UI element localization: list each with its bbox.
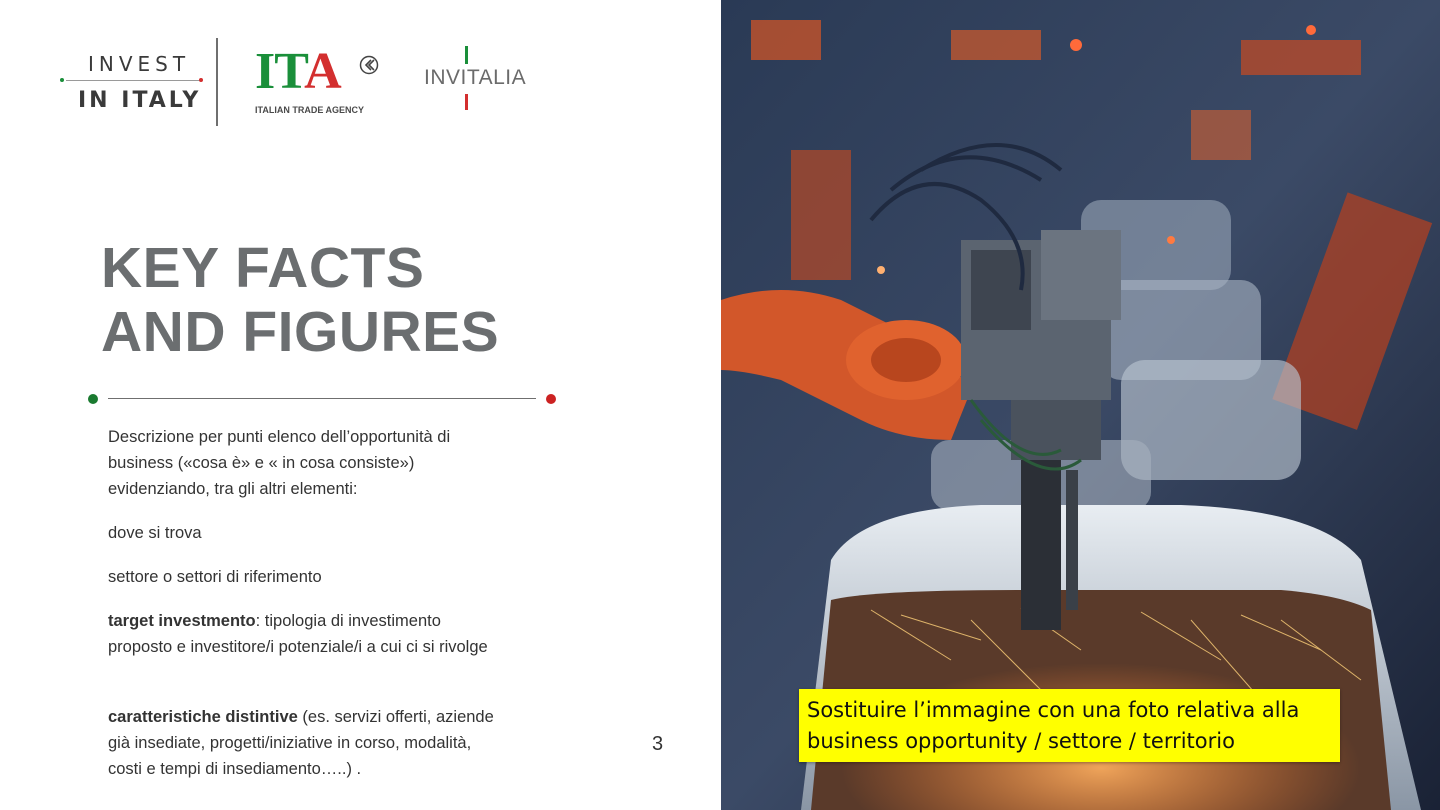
ita-arrows-icon: [359, 55, 379, 75]
page-number: 3: [652, 733, 664, 755]
green-dot-icon: [88, 394, 98, 404]
logo-rule: [66, 80, 200, 81]
point-location: dove si trova: [108, 524, 202, 542]
page-title: [101, 236, 499, 364]
green-bar-icon: [465, 46, 468, 64]
ita-logo: [255, 43, 385, 118]
title-line-1: KEY FACTS: [101, 236, 425, 300]
logo-separator: [216, 38, 218, 126]
title-line-2: AND FIGURES: [101, 300, 500, 364]
note-text: Sostituire l’immagine con una foto relativa alla business opportunity / settore / territorio: [807, 698, 1300, 753]
title-divider: [88, 392, 558, 406]
divider-line: [108, 398, 536, 399]
invest-in-italy-logo: [58, 52, 208, 118]
ita-subtitle: ITALIAN TRADE AGENCY: [255, 105, 364, 115]
ita-wordmark: ITA: [255, 43, 341, 100]
point-sector: settore o settori di riferimento: [108, 568, 322, 586]
green-dot-icon: [60, 78, 64, 82]
point-label: caratteristiche distintive: [108, 708, 298, 726]
red-bar-icon: [465, 94, 468, 110]
invitalia-logo: [424, 46, 536, 112]
point-label: target investmento: [108, 612, 256, 630]
intro-paragraph: Descrizione per punti elenco dell’opportunità di business («cosa è» e « in cosa consiste») evidenziando, tra gli altri elementi:: [108, 428, 451, 498]
replace-image-note: [799, 689, 1340, 762]
invitalia-wordmark: INVITALIA: [424, 66, 527, 89]
red-dot-icon: [199, 78, 203, 82]
point-distinctive-features: [108, 704, 508, 782]
logo-in-italy-text: IN ITALY: [78, 88, 202, 113]
red-dot-icon: [546, 394, 556, 404]
logo-invest-text: INVEST: [88, 52, 191, 76]
point-target-investment: [108, 608, 498, 660]
point-text: (es. servizi offerti, aziende già insediate, progetti/iniziative in corso, modalità, costi e tempi di insediamento…..) .: [108, 708, 494, 778]
point-text: : tipologia di investimento proposto e investitore/i potenziale/i a cui ci si rivolge: [108, 612, 488, 656]
